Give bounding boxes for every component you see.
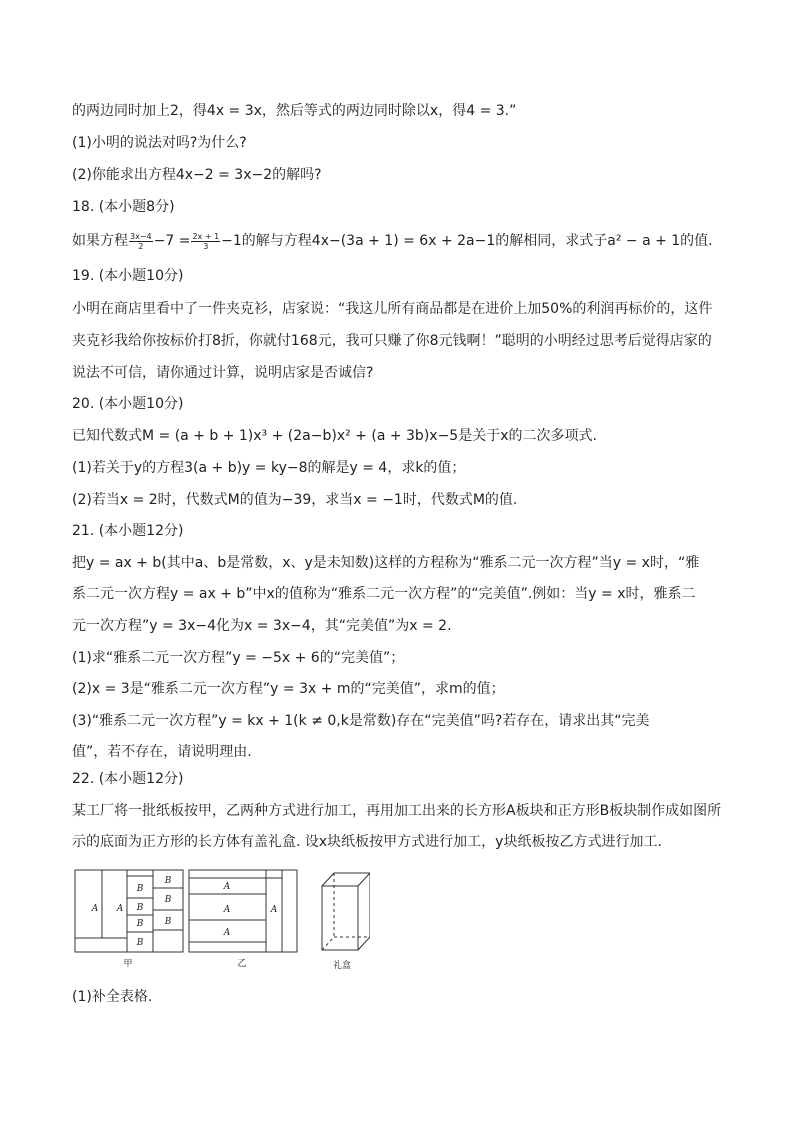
gift-box-front	[322, 886, 358, 950]
label-b: B	[136, 903, 144, 913]
q18-pre: 如果方程	[72, 233, 128, 249]
text-line: 系二元一次方程y = ax + b”中x的值称为“雅系二元一次方程”的“完美值”.例如：当y = x时，雅系二	[72, 586, 696, 602]
text-line: (2)若当x = 2时，代数式M的值为−39，求当x = −1时，代数式M的值.	[72, 492, 518, 508]
label-b: B	[136, 884, 144, 894]
label-b: B	[164, 895, 172, 905]
text-line: 某工厂将一批纸板按甲，乙两种方式进行加工，再用加工出来的长方形A板块和正方形B板块制作成如图所	[72, 803, 722, 819]
label-a: A	[91, 904, 99, 914]
cutting-figure-svg	[70, 860, 370, 975]
question-18-text	[72, 231, 713, 251]
label-a: A	[116, 904, 124, 914]
label-a: A	[223, 882, 231, 892]
text-line: 已知代数式M = (a + b + 1)x³ + (2a−b)x² + (a + 3b)x−5是关于x的二次多项式.	[72, 428, 597, 444]
question-21-heading: 21. (本小题12分)	[72, 523, 184, 539]
label-b: B	[136, 938, 144, 948]
caption-yi: 乙	[237, 959, 247, 969]
text-line: 说法不可信，请你通过计算，说明店家是否诚信?	[72, 365, 374, 381]
text-line: 值”，若不存在，请说明理由.	[72, 744, 252, 760]
cutting-figure	[70, 860, 370, 975]
text-line: 夹克衫我给你按标价打8折，你就付168元，我可只赚了你8元钱啊！”聪明的小明经过思考后觉得店家的	[72, 333, 712, 349]
text-line: 把y = ax + b(其中a、b是常数，x、y是未知数)这样的方程称为“雅系二元一次方程”当y = x时，“雅	[72, 555, 700, 571]
text-line: (3)“雅系二元一次方程”y = kx + 1(k ≠ 0,k是常数)存在“完美值”吗?若存在，请求出其“完美	[72, 713, 650, 729]
question-20-heading: 20. (本小题10分)	[72, 396, 184, 412]
text-line: (2)x = 3是“雅系二元一次方程”y = 3x + m的“完美值”，求m的值；	[72, 681, 505, 697]
q18-post: −1的解与方程4x−(3a + 1) = 6x + 2a−1的解相同，求式子a² − a + 1的值.	[221, 233, 713, 249]
caption-jia: 甲	[123, 959, 133, 969]
label-a: A	[223, 905, 231, 915]
caption-box: 礼盒	[332, 961, 352, 971]
text-line: 元一次方程”y = 3x−4化为x = 3x−4，其“完美值”为x = 2.	[72, 618, 452, 634]
fraction-2	[191, 232, 220, 251]
text-line: (1)小明的说法对吗?为什么?	[72, 135, 247, 151]
fraction-1	[129, 232, 153, 251]
text-line: (1)求“雅系二元一次方程”y = −5x + 6的“完美值”；	[72, 650, 405, 666]
text-line: (1)补全表格.	[72, 989, 153, 1005]
text-line: (2)你能求出方程4x−2 = 3x−2的解吗?	[72, 167, 322, 183]
yi-board	[189, 870, 297, 952]
label-b: B	[136, 919, 144, 929]
label-b: B	[164, 917, 172, 927]
fraction-2-numerator: 2x + 1	[192, 231, 220, 241]
fraction-1-numerator: 3x−4	[130, 231, 152, 241]
question-19-heading: 19. (本小题10分)	[72, 268, 184, 284]
text-line: 的两边同时加上2，得4x = 3x，然后等式的两边同时除以x，得4 = 3.”	[72, 103, 517, 119]
label-a: A	[223, 928, 231, 938]
text-line: 小明在商店里看中了一件夹克衫，店家说：“我这儿所有商品都是在进价上加50%的利润再标价的，这件	[72, 301, 713, 317]
text-line: (1)若关于y的方程3(a + b)y = ky−8的解是y = 4，求k的值；	[72, 460, 466, 476]
label-b: B	[164, 876, 172, 886]
label-a: A	[270, 905, 278, 915]
q18-mid: −7 =	[153, 233, 191, 249]
question-18-heading: 18. (本小题8分)	[72, 199, 175, 215]
fraction-1-denominator: 2	[138, 241, 144, 251]
question-22-heading: 22. (本小题12分)	[72, 771, 184, 787]
text-line: 示的底面为正方形的长方体有盖礼盒. 设x块纸板按甲方式进行加工，y块纸板按乙方式进行加工.	[72, 834, 662, 850]
fraction-2-denominator: 3	[203, 241, 209, 251]
